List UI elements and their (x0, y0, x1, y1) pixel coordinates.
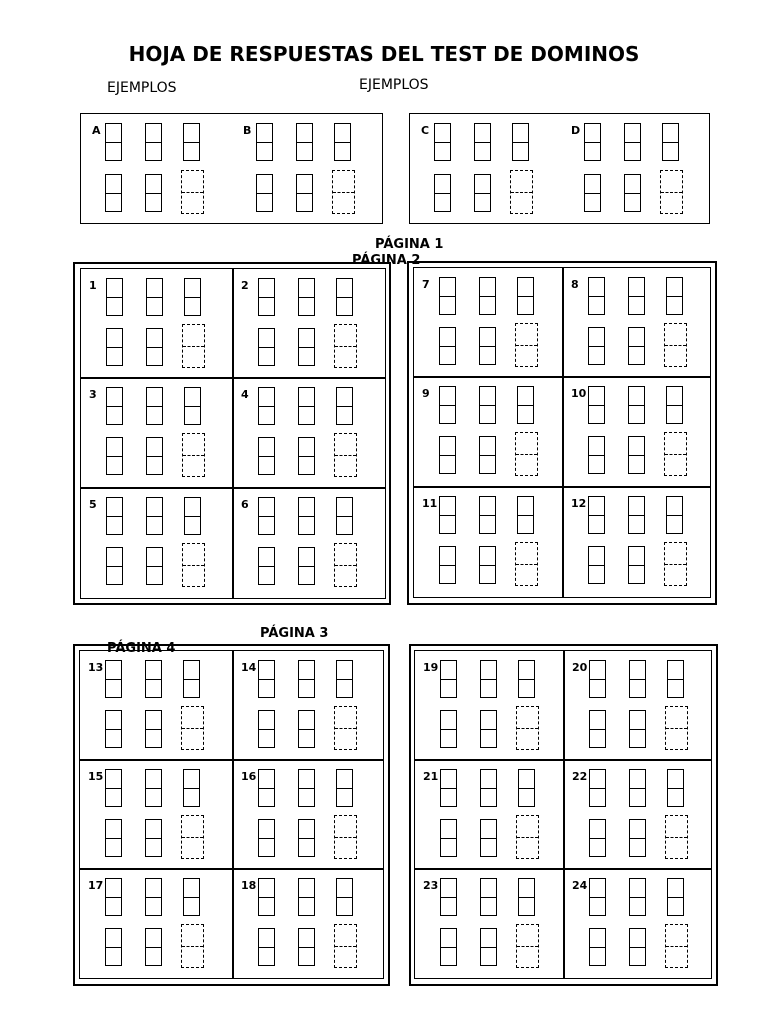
domino-tile (258, 278, 275, 316)
domino-tile (184, 278, 201, 316)
item-number: 23 (423, 879, 439, 892)
domino-tile (298, 387, 315, 425)
domino-tile (439, 546, 456, 584)
answer-cell (80, 377, 234, 489)
domino-tile (183, 878, 200, 916)
domino-tile (256, 174, 273, 212)
domino-tile (183, 660, 200, 698)
domino-tile (105, 928, 122, 966)
answer-cell (232, 759, 384, 870)
answer-cell (79, 759, 234, 870)
domino-tile (105, 174, 122, 212)
domino-tile (298, 660, 315, 698)
domino-tile (480, 928, 497, 966)
domino-tile (628, 546, 645, 584)
item-number: 24 (572, 879, 588, 892)
domino-tile (106, 547, 123, 585)
domino-tile (628, 327, 645, 365)
item-number: 9 (422, 387, 430, 400)
answer-cell (232, 268, 386, 379)
answer-domino-slot (660, 170, 683, 214)
domino-tile (434, 123, 451, 161)
answer-cell (409, 113, 559, 222)
domino-tile (589, 819, 606, 857)
domino-tile (145, 819, 162, 857)
domino-tile (667, 769, 684, 807)
item-number: 7 (422, 278, 430, 291)
domino-tile (258, 497, 275, 535)
domino-tile (518, 878, 535, 916)
answer-cell (413, 267, 564, 378)
domino-tile (106, 437, 123, 475)
item-number: 20 (572, 661, 588, 674)
answer-domino-slot (515, 323, 538, 367)
domino-tile (336, 660, 353, 698)
domino-tile (145, 710, 162, 748)
domino-tile (480, 878, 497, 916)
domino-tile (106, 497, 123, 535)
domino-tile (106, 387, 123, 425)
page-2-label: PÁGINA 2 (352, 253, 421, 268)
domino-tile (440, 928, 457, 966)
domino-tile (628, 277, 645, 315)
answer-domino-slot (665, 924, 688, 968)
domino-tile (258, 878, 275, 916)
domino-tile (145, 769, 162, 807)
domino-tile (258, 547, 275, 585)
domino-tile (298, 819, 315, 857)
domino-tile (439, 386, 456, 424)
domino-tile (183, 769, 200, 807)
domino-tile (588, 327, 605, 365)
domino-tile (258, 660, 275, 698)
domino-tile (298, 769, 315, 807)
answer-cell (231, 113, 381, 222)
answer-domino-slot (334, 543, 357, 587)
item-number: 10 (571, 387, 587, 400)
domino-tile (667, 878, 684, 916)
item-number: 14 (241, 661, 257, 674)
answer-domino-slot (664, 432, 687, 476)
domino-tile (258, 710, 275, 748)
domino-tile (629, 819, 646, 857)
domino-tile (105, 769, 122, 807)
item-number: 13 (88, 661, 104, 674)
domino-tile (588, 496, 605, 534)
domino-tile (479, 546, 496, 584)
domino-tile (336, 497, 353, 535)
domino-tile (106, 278, 123, 316)
examples-label-right: EJEMPLOS (359, 77, 429, 93)
domino-tile (145, 878, 162, 916)
domino-tile (439, 277, 456, 315)
answer-domino-slot (516, 815, 539, 859)
domino-tile (146, 497, 163, 535)
page-4-label: PÁGINA 4 (107, 641, 176, 656)
domino-tile (624, 174, 641, 212)
answer-cell (563, 759, 712, 870)
domino-tile (584, 174, 601, 212)
domino-tile (589, 710, 606, 748)
item-number: A (92, 124, 101, 137)
answer-domino-slot (516, 924, 539, 968)
domino-tile (336, 278, 353, 316)
answer-domino-slot (182, 324, 205, 368)
page-title: HOJA DE RESPUESTAS DEL TEST DE DOMINOS (128, 42, 640, 66)
domino-tile (298, 928, 315, 966)
domino-tile (517, 277, 534, 315)
domino-tile (628, 496, 645, 534)
domino-tile (298, 497, 315, 535)
answer-cell (80, 487, 234, 599)
domino-tile (479, 327, 496, 365)
domino-tile (184, 497, 201, 535)
answer-cell (414, 759, 565, 870)
answer-domino-slot (181, 924, 204, 968)
domino-tile (145, 660, 162, 698)
answer-cell (232, 650, 384, 761)
answer-domino-slot (664, 323, 687, 367)
domino-tile (512, 123, 529, 161)
answer-cell (562, 486, 711, 598)
domino-tile (666, 386, 683, 424)
domino-tile (105, 878, 122, 916)
item-number: 6 (241, 498, 249, 511)
domino-tile (298, 547, 315, 585)
item-number: 21 (423, 770, 439, 783)
domino-tile (474, 174, 491, 212)
domino-tile (624, 123, 641, 161)
item-number: B (243, 124, 252, 137)
domino-tile (334, 123, 351, 161)
domino-tile (479, 436, 496, 474)
domino-tile (298, 437, 315, 475)
domino-tile (479, 386, 496, 424)
domino-tile (480, 660, 497, 698)
domino-tile (518, 660, 535, 698)
domino-tile (629, 769, 646, 807)
domino-tile (589, 928, 606, 966)
domino-tile (480, 769, 497, 807)
answer-cell (232, 868, 384, 979)
domino-tile (146, 547, 163, 585)
domino-tile (479, 496, 496, 534)
item-number: 5 (89, 498, 97, 511)
domino-tile (434, 174, 451, 212)
domino-tile (298, 878, 315, 916)
domino-tile (298, 328, 315, 366)
domino-tile (629, 928, 646, 966)
answer-domino-slot (181, 170, 204, 214)
domino-tile (666, 496, 683, 534)
domino-tile (258, 928, 275, 966)
answer-domino-slot (334, 815, 357, 859)
answer-cell (80, 268, 234, 379)
domino-tile (183, 123, 200, 161)
domino-tile (517, 496, 534, 534)
domino-tile (146, 328, 163, 366)
domino-tile (629, 878, 646, 916)
page-1-label: PÁGINA 1 (375, 237, 444, 252)
domino-tile (296, 174, 313, 212)
domino-tile (588, 436, 605, 474)
answer-cell (79, 650, 234, 761)
answer-cell (559, 113, 708, 222)
domino-tile (105, 819, 122, 857)
domino-tile (589, 769, 606, 807)
answer-cell (562, 376, 711, 488)
answer-cell (80, 113, 231, 222)
item-number: 4 (241, 388, 249, 401)
answer-cell (232, 377, 386, 489)
examples-label-left: EJEMPLOS (107, 80, 177, 96)
domino-tile (256, 123, 273, 161)
domino-tile (184, 387, 201, 425)
domino-tile (298, 710, 315, 748)
domino-tile (518, 769, 535, 807)
domino-tile (336, 769, 353, 807)
answer-domino-slot (334, 706, 357, 750)
answer-cell (79, 868, 234, 979)
item-number: D (571, 124, 581, 137)
domino-tile (146, 437, 163, 475)
domino-tile (589, 878, 606, 916)
domino-tile (258, 437, 275, 475)
answer-domino-slot (515, 542, 538, 586)
domino-tile (336, 878, 353, 916)
item-number: 2 (241, 279, 249, 292)
domino-tile (298, 278, 315, 316)
domino-tile (146, 278, 163, 316)
answer-domino-slot (334, 924, 357, 968)
domino-tile (145, 123, 162, 161)
answer-domino-slot (665, 815, 688, 859)
answer-domino-slot (332, 170, 355, 214)
domino-tile (296, 123, 313, 161)
domino-tile (588, 546, 605, 584)
item-number: 8 (571, 278, 579, 291)
domino-tile (629, 710, 646, 748)
item-number: 3 (89, 388, 97, 401)
domino-tile (440, 819, 457, 857)
domino-tile (440, 878, 457, 916)
domino-tile (258, 328, 275, 366)
domino-tile (480, 710, 497, 748)
answer-cell (413, 486, 564, 598)
domino-tile (440, 710, 457, 748)
item-number: 17 (88, 879, 104, 892)
answer-cell (562, 267, 711, 378)
domino-tile (439, 496, 456, 534)
domino-tile (105, 660, 122, 698)
item-number: C (421, 124, 430, 137)
domino-tile (584, 123, 601, 161)
domino-tile (666, 277, 683, 315)
domino-tile (588, 386, 605, 424)
answer-domino-slot (181, 815, 204, 859)
item-number: 15 (88, 770, 104, 783)
answer-domino-slot (664, 542, 687, 586)
domino-tile (479, 277, 496, 315)
domino-tile (439, 436, 456, 474)
answer-cell (413, 376, 564, 488)
item-number: 1 (89, 279, 97, 292)
domino-tile (105, 123, 122, 161)
domino-tile (629, 660, 646, 698)
domino-tile (258, 769, 275, 807)
domino-tile (440, 660, 457, 698)
answer-domino-slot (182, 543, 205, 587)
answer-cell (232, 487, 386, 599)
domino-tile (628, 436, 645, 474)
domino-tile (145, 174, 162, 212)
item-number: 12 (571, 497, 587, 510)
domino-tile (480, 819, 497, 857)
answer-domino-slot (334, 324, 357, 368)
domino-tile (439, 327, 456, 365)
domino-tile (106, 328, 123, 366)
domino-tile (258, 387, 275, 425)
domino-tile (258, 819, 275, 857)
domino-tile (662, 123, 679, 161)
domino-tile (336, 387, 353, 425)
domino-tile (588, 277, 605, 315)
domino-tile (145, 928, 162, 966)
domino-tile (628, 386, 645, 424)
answer-domino-slot (510, 170, 533, 214)
answer-domino-slot (516, 706, 539, 750)
item-number: 18 (241, 879, 257, 892)
domino-tile (667, 660, 684, 698)
answer-cell (563, 868, 712, 979)
answer-domino-slot (665, 706, 688, 750)
page-3-label: PÁGINA 3 (260, 626, 329, 641)
item-number: 11 (422, 497, 438, 510)
domino-tile (105, 710, 122, 748)
answer-domino-slot (181, 706, 204, 750)
item-number: 22 (572, 770, 588, 783)
domino-tile (517, 386, 534, 424)
answer-domino-slot (515, 432, 538, 476)
answer-domino-slot (182, 433, 205, 477)
domino-tile (146, 387, 163, 425)
answer-cell (414, 868, 565, 979)
item-number: 16 (241, 770, 257, 783)
answer-cell (563, 650, 712, 761)
answer-domino-slot (334, 433, 357, 477)
domino-tile (474, 123, 491, 161)
item-number: 19 (423, 661, 439, 674)
domino-tile (589, 660, 606, 698)
answer-cell (414, 650, 565, 761)
domino-tile (440, 769, 457, 807)
